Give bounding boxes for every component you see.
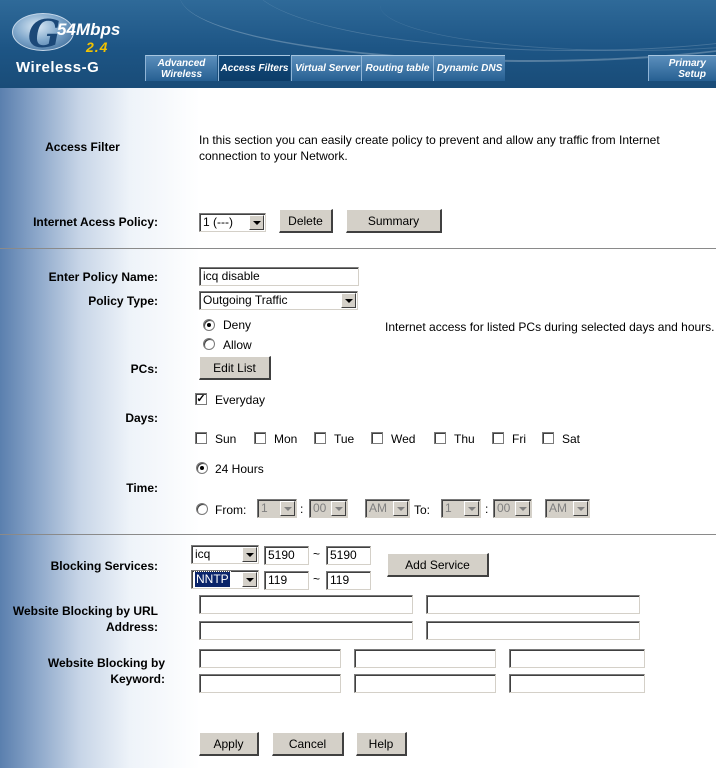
day-checkbox-sat[interactable] — [542, 432, 554, 444]
logo-speed: 54Mbps — [57, 20, 121, 39]
access-filter-description: In this section you can easily create policy to prevent and allow any traffic from Internet connection to your Network. — [199, 133, 660, 163]
day-checkbox-tue[interactable] — [314, 432, 326, 444]
keyword-input-4[interactable] — [199, 674, 341, 693]
port-end-input-1[interactable]: 5190 — [326, 546, 371, 565]
from-minute-select[interactable]: 00 — [309, 499, 348, 518]
day-checkbox-mon[interactable] — [254, 432, 266, 444]
everyday-label: Everyday — [215, 393, 266, 407]
day-checkbox-wed[interactable] — [371, 432, 383, 444]
logo-g-icon: G — [12, 13, 74, 51]
tab-dynamic-dns[interactable]: Dynamic DNS — [433, 55, 505, 81]
cancel-button[interactable]: Cancel — [272, 732, 344, 756]
tab-primary-setup[interactable]: Primary Setup — [648, 55, 716, 81]
section-divider — [0, 248, 716, 249]
logo-name: Wireless-G — [16, 59, 100, 76]
tilde-separator: ~ — [313, 547, 321, 561]
to-label: To: — [414, 503, 431, 517]
day-checkbox-thu[interactable] — [434, 432, 446, 444]
chevron-down-icon — [249, 215, 264, 230]
day-checkbox-fri[interactable] — [492, 432, 504, 444]
port-end-input-2[interactable]: 119 — [326, 571, 371, 590]
time-colon: : — [300, 502, 304, 516]
days-label: Days: — [125, 411, 158, 425]
chevron-down-icon — [573, 501, 588, 516]
header-banner — [0, 0, 716, 88]
chevron-down-icon — [464, 501, 479, 516]
time-label: Time: — [126, 481, 158, 495]
to-hour-select[interactable]: 1 — [441, 499, 481, 518]
everyday-checkbox[interactable]: ✓ — [196, 393, 206, 405]
chevron-down-icon — [242, 547, 257, 562]
blocking-services-label: Blocking Services: — [50, 559, 158, 573]
from-hour-select[interactable]: 1 — [257, 499, 297, 518]
policy-type-select[interactable]: Outgoing Traffic — [199, 291, 358, 310]
policy-select[interactable]: 1 (---) — [199, 213, 266, 232]
url-input-3[interactable] — [199, 621, 413, 640]
24-hours-label: 24 Hours — [215, 462, 264, 476]
tab-routing-table[interactable]: Routing table — [361, 55, 433, 81]
allow-label: Allow — [223, 338, 252, 352]
policy-type-label: Policy Type: — [88, 294, 158, 308]
delete-button[interactable]: Delete — [279, 209, 333, 233]
port-start-input-2[interactable]: 119 — [264, 571, 309, 590]
keyword-blocking-label: Website Blocking by Keyword: — [47, 656, 165, 686]
keyword-input-6[interactable] — [509, 674, 645, 693]
access-filter-label: Access Filter — [45, 140, 120, 154]
to-ampm-select[interactable]: AM — [545, 499, 590, 518]
chevron-down-icon — [280, 501, 295, 516]
from-label: From: — [215, 503, 247, 517]
logo-band: 2.4 — [86, 39, 109, 55]
chevron-down-icon — [393, 501, 408, 516]
day-label-sun: Sun — [215, 432, 237, 446]
add-service-button[interactable]: Add Service — [387, 553, 489, 577]
day-label-mon: Mon — [274, 432, 298, 446]
day-checkbox-sun[interactable] — [195, 432, 207, 444]
tab-access-filters[interactable]: Access Filters — [218, 55, 290, 81]
allow-radio[interactable] — [203, 338, 215, 350]
url-input-4[interactable] — [426, 621, 640, 640]
day-label-wed: Wed — [391, 432, 416, 446]
day-label-tue: Tue — [334, 432, 355, 446]
24-hours-radio[interactable] — [196, 462, 208, 474]
from-ampm-select[interactable]: AM — [365, 499, 410, 518]
pcs-label: PCs: — [130, 362, 158, 376]
day-label-thu: Thu — [454, 432, 475, 446]
policy-type-note: Internet access for listed PCs during selected days and hours. — [385, 320, 715, 334]
deny-radio[interactable] — [203, 319, 215, 331]
chevron-down-icon — [331, 501, 346, 516]
day-label-sat: Sat — [562, 432, 581, 446]
from-time-radio[interactable] — [196, 503, 208, 515]
time-colon: : — [485, 502, 489, 516]
url-blocking-label: Website Blocking by URL Address: — [12, 604, 158, 634]
tilde-separator: ~ — [313, 572, 321, 586]
port-start-input-1[interactable]: 5190 — [264, 546, 309, 565]
keyword-input-2[interactable] — [354, 649, 496, 668]
apply-button[interactable]: Apply — [199, 732, 259, 756]
keyword-input-5[interactable] — [354, 674, 496, 693]
section-divider — [0, 534, 716, 535]
service-select-1[interactable]: icq — [191, 545, 259, 564]
url-input-1[interactable] — [199, 595, 413, 614]
to-minute-select[interactable]: 00 — [493, 499, 532, 518]
chevron-down-icon — [242, 572, 257, 587]
internet-access-policy-label: Internet Acess Policy: — [33, 215, 158, 229]
policy-name-label: Enter Policy Name: — [48, 270, 158, 284]
chevron-down-icon — [341, 293, 356, 308]
edit-list-button[interactable]: Edit List — [199, 356, 271, 380]
tab-virtual-server[interactable]: Virtual Server — [291, 55, 363, 81]
keyword-input-3[interactable] — [509, 649, 645, 668]
policy-name-input[interactable]: icq disable — [199, 267, 359, 286]
help-button[interactable]: Help — [356, 732, 407, 756]
deny-label: Deny — [223, 318, 252, 332]
chevron-down-icon — [515, 501, 530, 516]
service-select-2[interactable]: NNTP — [191, 570, 259, 589]
keyword-input-1[interactable] — [199, 649, 341, 668]
tab-advanced-wireless[interactable]: Advanced Wireless — [145, 55, 217, 81]
day-label-fri: Fri — [512, 432, 526, 446]
url-input-2[interactable] — [426, 595, 640, 614]
summary-button[interactable]: Summary — [346, 209, 442, 233]
